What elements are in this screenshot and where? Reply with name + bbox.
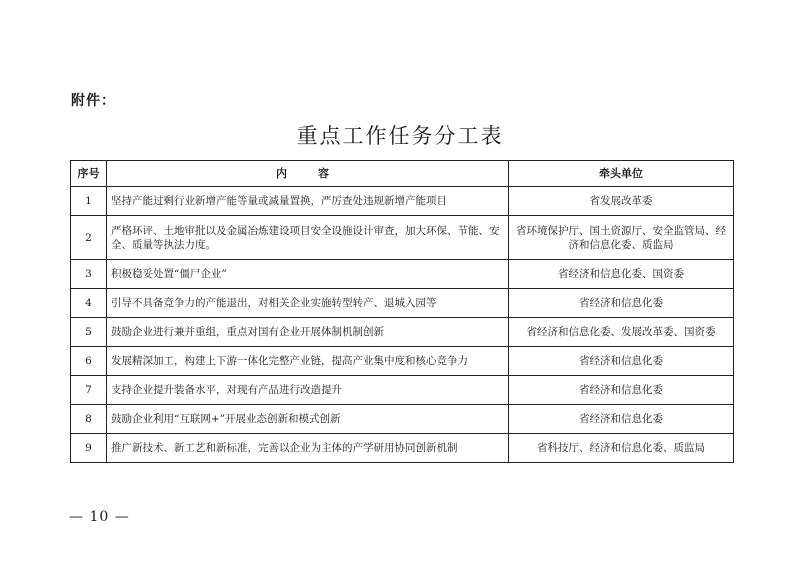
row-lead: 省发展改革委: [509, 187, 734, 216]
row-content: 支持企业提升装备水平，对现有产品进行改造提升: [107, 376, 509, 405]
row-seq: 5: [71, 318, 107, 347]
header-lead: 牵头单位: [509, 161, 734, 187]
header-seq: 序号: [71, 161, 107, 187]
table-row: [71, 318, 734, 347]
row-lead: 省经济和信息化委: [509, 405, 734, 434]
row-content: 推广新技术、新工艺和新标准，完善以企业为主体的产学研用协同创新机制: [107, 434, 509, 463]
row-content: 鼓励企业进行兼并重组，重点对国有企业开展体制机制创新: [107, 318, 509, 347]
table-row: [71, 216, 734, 260]
row-lead: 省科技厅、经济和信息化委、质监局: [509, 434, 734, 463]
row-lead: 省经济和信息化委、国资委: [509, 260, 734, 289]
header-content: 内 容: [107, 161, 509, 187]
row-lead: 省经济和信息化委: [509, 376, 734, 405]
row-seq: 4: [71, 289, 107, 318]
row-seq: 9: [71, 434, 107, 463]
row-lead: 省经济和信息化委: [509, 347, 734, 376]
table-row: [71, 260, 734, 289]
row-content: 坚持产能过剩行业新增产能等量或减量置换，严厉查处违规新增产能项目: [107, 187, 509, 216]
row-seq: 1: [71, 187, 107, 216]
row-content: 鼓励企业利用“互联网+”开展业态创新和模式创新: [107, 405, 509, 434]
table-row: [71, 405, 734, 434]
row-content: 严格环评、土地审批以及金属冶炼建设项目安全设施设计审查，加大环保、节能、安全、质量等执法力度。: [107, 216, 509, 260]
document-title: 重点工作任务分工表: [296, 124, 504, 148]
table-row: [71, 187, 734, 216]
table-row: [71, 347, 734, 376]
table-row: [71, 376, 734, 405]
row-seq: 7: [71, 376, 107, 405]
attachment-label: 附件：: [71, 93, 116, 109]
row-seq: 8: [71, 405, 107, 434]
row-lead: 省环境保护厅、国土资源厅、安全监管局、经济和信息化委、质监局: [509, 216, 734, 260]
row-content: 积极稳妥处置“僵尸企业”: [107, 260, 509, 289]
row-content: 引导不具备竞争力的产能退出，对相关企业实施转型转产、退城入园等: [107, 289, 509, 318]
row-seq: 6: [71, 347, 107, 376]
row-seq: 2: [71, 216, 107, 260]
row-lead: 省经济和信息化委、发展改革委、国资委: [509, 318, 734, 347]
task-table: [70, 160, 734, 463]
row-lead: 省经济和信息化委: [509, 289, 734, 318]
table-row: [71, 434, 734, 463]
page-number: — 10 —: [69, 509, 130, 525]
table-header-row: [71, 161, 734, 187]
row-content: 发展精深加工，构建上下游一体化完整产业链，提高产业集中度和核心竞争力: [107, 347, 509, 376]
table-row: [71, 289, 734, 318]
row-seq: 3: [71, 260, 107, 289]
